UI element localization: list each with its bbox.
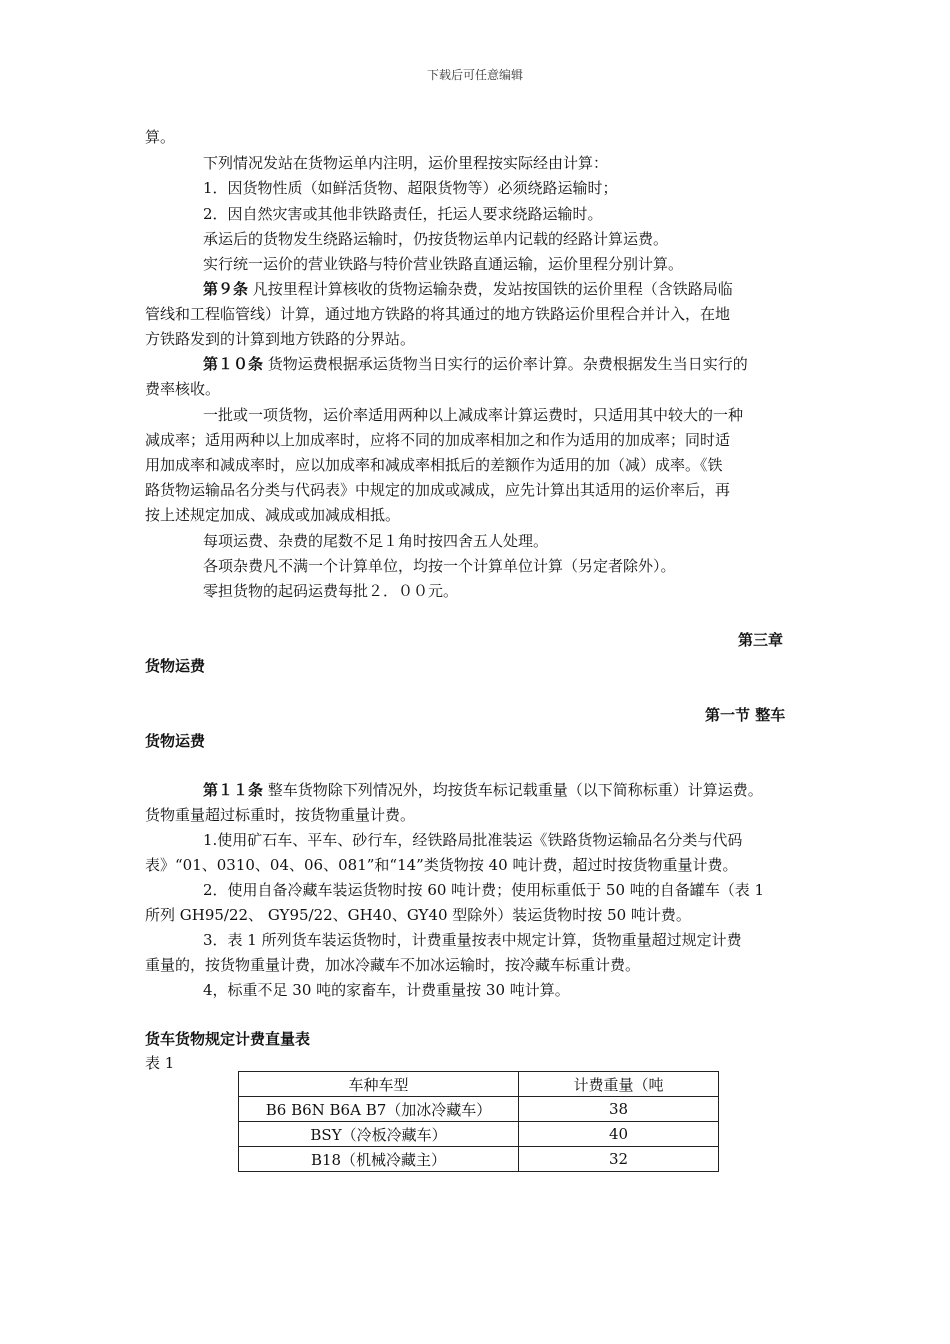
paragraph-line: 表》“01、0310、04、06、081”和“14”类货物按 40 吨计费，超过时按货物重量计费。 (145, 856, 738, 874)
paragraph-line: 方铁路发到的计算到地方铁路的分界站。 (145, 330, 416, 348)
article-number: 第１０条 (203, 355, 264, 373)
paragraph-line: 路货物运输品名分类与代码表》中规定的加成或减成，应先计算出其适用的运价率后，再 (145, 481, 731, 499)
section-title: 第一节 整车 (705, 706, 786, 724)
paragraph-line: 零担货物的起码运费每批２．００元。 (203, 582, 459, 600)
paragraph-line: 按上述规定加成、减成或加减成相抵。 (145, 506, 401, 524)
paragraph-line: 重量的，按货物重量计费，加冰冷藏车不加冰运输时，按冷藏车标重计费。 (145, 956, 641, 974)
chapter-subtitle: 货物运费 (145, 657, 206, 675)
table-cell: 38 (519, 1097, 719, 1122)
article-number: 第１１条 (203, 781, 264, 799)
table-header-cell: 计费重量（吨 (519, 1072, 719, 1097)
table-header-cell: 车种车型 (239, 1072, 519, 1097)
paragraph-line: 管线和工程临管线）计算，通过地方铁路的将其通过的地方铁路运价里程合并计入，在地 (145, 305, 731, 323)
paragraph-line: 3．表 1 所列货车装运货物时，计费重量按表中规定计算，货物重量超过规定计费 (203, 931, 742, 949)
article-text: 整车货物除下列情况外，均按货车标记载重量（以下简称标重）计算运费。 (263, 781, 763, 799)
table-cell: B18（机械冷藏主） (239, 1147, 519, 1172)
paragraph-line: 所列 GH95/22、 GY95/22、GH40、GY40 型除外）装运货物时按 50 吨计费。 (145, 906, 691, 924)
paragraph-line: 各项杂费凡不满一个计算单位，均按一个计算单位计算（另定者除外）。 (203, 557, 676, 575)
paragraph-line: 1．因货物性质（如鲜活货物、超限货物等）必须绕路运输时； (203, 179, 618, 197)
paragraph-line: 算。 (145, 128, 176, 146)
article-number: 第９条 (203, 280, 249, 298)
table-cell: BSY（冷板冷藏车） (239, 1122, 519, 1147)
article-11-line (203, 780, 763, 800)
page-header: 下载后可任意编辑 (426, 68, 523, 82)
article-10-line (203, 354, 748, 374)
table-cell: 40 (519, 1122, 719, 1147)
freight-weight-table (238, 1071, 719, 1172)
table-cell: 32 (519, 1147, 719, 1172)
paragraph-line: 2．使用自备冷藏车装运货物时按 60 吨计费；使用标重低于 50 吨的自备罐车（表 1 (203, 881, 765, 899)
article-text: 货物运费根据承运货物当日实行的运价率计算。杂费根据发生当日实行的 (263, 355, 748, 373)
table-row (239, 1147, 719, 1172)
table-title: 货车货物规定计费直量表 (145, 1030, 311, 1048)
table-caption: 表 1 (145, 1054, 175, 1072)
article-text: 凡按里程计算核收的货物运输杂费，发站按国铁的运价里程（含铁路局临 (248, 280, 733, 298)
paragraph-line: 费率核收。 (145, 380, 221, 398)
paragraph-line: 承运后的货物发生绕路运输时，仍按货物运单内记载的经路计算运费。 (203, 230, 669, 248)
table-row (239, 1122, 719, 1147)
paragraph-line: 2．因自然灾害或其他非铁路责任，托运人要求绕路运输时。 (203, 205, 603, 223)
table-cell: B6 B6N B6A B7（加冰冷藏车） (239, 1097, 519, 1122)
article-9-line (203, 279, 733, 299)
paragraph-line: 实行统一运价的营业铁路与特价营业铁路直通运输，运价里程分别计算。 (203, 255, 684, 273)
paragraph-line: 下列情况发站在货物运单内注明，运价里程按实际经由计算： (203, 154, 609, 172)
table-header-row (239, 1072, 719, 1097)
chapter-title: 第三章 (738, 631, 784, 649)
paragraph-line: 用加成率和减成率时，应以加成率和减成率相抵后的差额作为适用的加（减）成率。《铁 (145, 456, 723, 474)
paragraph-line: 每项运费、杂费的尾数不足１角时按四舍五人处理。 (203, 532, 549, 550)
paragraph-line: 货物重量超过标重时，按货物重量计费。 (145, 806, 416, 824)
paragraph-line: 减成率；适用两种以上加成率时，应将不同的加成率相加之和作为适用的加成率；同时适 (145, 431, 731, 449)
section-subtitle: 货物运费 (145, 732, 206, 750)
paragraph-line: 1.使用矿石车、平车、砂行车，经铁路局批准装运《铁路货物运输品名分类与代码 (203, 831, 743, 849)
paragraph-line: 一批或一项货物，运价率适用两种以上减成率计算运费时，只适用其中较大的一种 (203, 406, 744, 424)
table-row (239, 1097, 719, 1122)
paragraph-line: 4，标重不足 30 吨的家畜车，计费重量按 30 吨计算。 (203, 981, 570, 999)
